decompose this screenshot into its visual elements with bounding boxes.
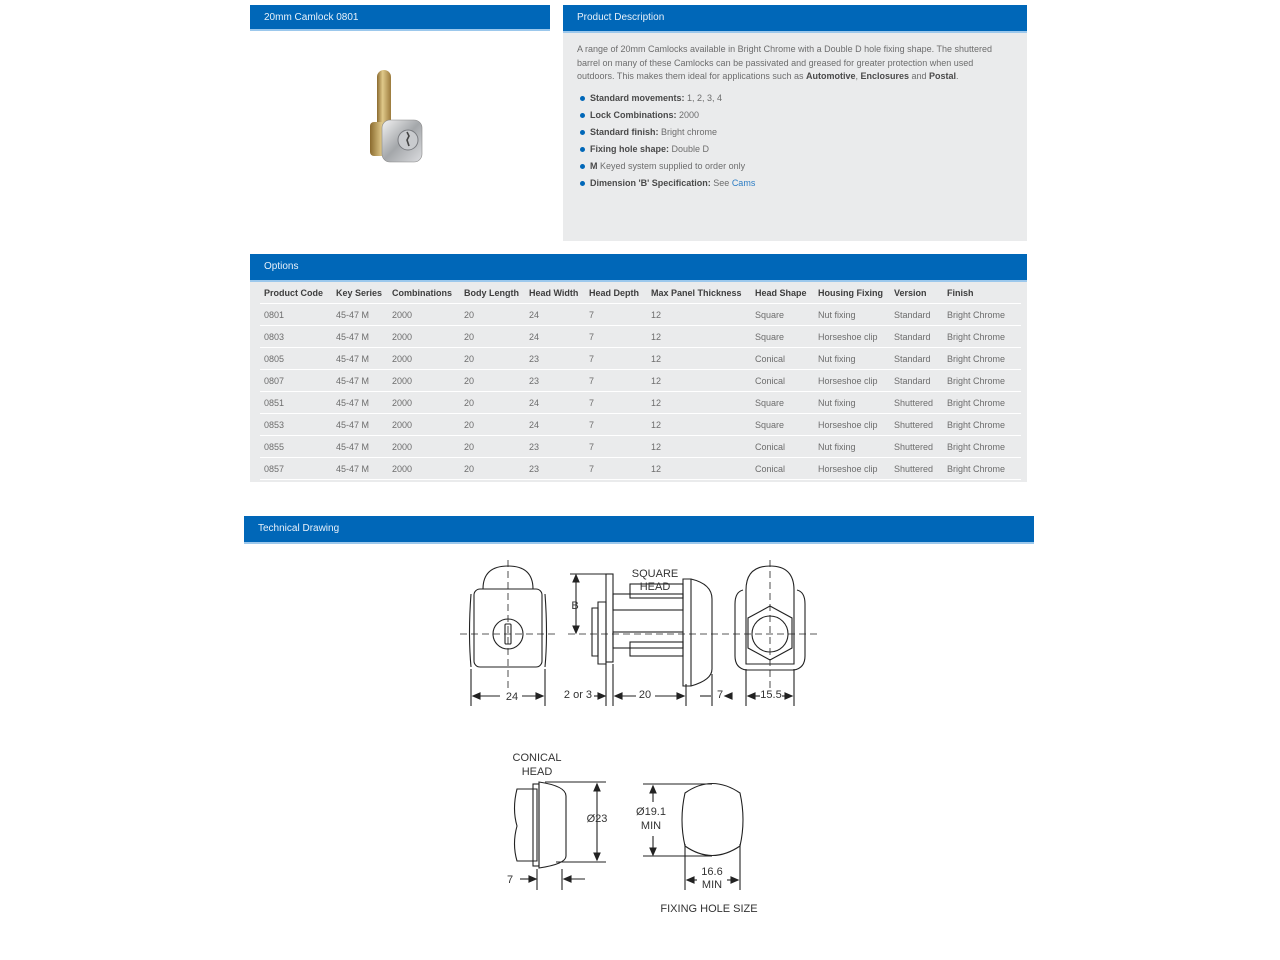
table-cell: Conical xyxy=(751,436,814,458)
label-conical-head: HEAD xyxy=(521,766,553,778)
table-cell: 7 xyxy=(585,348,647,370)
desc-text: . xyxy=(956,71,959,81)
table-row xyxy=(260,348,1021,370)
feature-label: Standard finish: xyxy=(590,126,659,137)
feature-item xyxy=(577,124,1013,141)
column-header: Head Width xyxy=(525,282,585,304)
rear-view xyxy=(722,560,818,706)
label-head: HEAD xyxy=(639,581,671,593)
dim-7-conical: 7 xyxy=(506,874,514,886)
table-cell: 0805 xyxy=(260,348,332,370)
column-header: Version xyxy=(890,282,943,304)
dim-b: B xyxy=(571,600,579,612)
column-header: Combinations xyxy=(388,282,460,304)
table-cell: 20 xyxy=(460,370,525,392)
table-cell: 45-47 M xyxy=(332,348,388,370)
table-cell: Horseshoe clip xyxy=(814,458,890,480)
table-cell: 7 xyxy=(585,436,647,458)
table-cell: 2000 xyxy=(388,392,460,414)
column-header: Finish xyxy=(943,282,1021,304)
table-cell: 24 xyxy=(525,304,585,326)
table-cell: 12 xyxy=(647,304,751,326)
table-cell: 0851 xyxy=(260,392,332,414)
fixing-hole-size-label: FIXING HOLE SIZE xyxy=(660,903,758,915)
feature-value: Double D xyxy=(669,143,710,154)
column-header: Body Length xyxy=(460,282,525,304)
table-row xyxy=(260,436,1021,458)
table-row xyxy=(260,326,1021,348)
table-header-row xyxy=(260,282,1021,304)
table-cell: Shuttered xyxy=(890,392,943,414)
table-cell: 20 xyxy=(460,304,525,326)
conical-head-view xyxy=(515,782,607,890)
column-header: Key Series xyxy=(332,282,388,304)
table-cell: Bright Chrome xyxy=(943,370,1021,392)
feature-list xyxy=(577,90,1013,192)
feature-item xyxy=(577,90,1013,107)
table-cell: 2000 xyxy=(388,458,460,480)
table-cell: 7 xyxy=(585,370,647,392)
feature-item xyxy=(577,141,1013,158)
table-cell: Nut fixing xyxy=(814,348,890,370)
table-cell: Standard xyxy=(890,370,943,392)
table-cell: 45-47 M xyxy=(332,326,388,348)
table-cell: 7 xyxy=(585,304,647,326)
table-cell: Bright Chrome xyxy=(943,304,1021,326)
options-panel xyxy=(250,282,1027,482)
front-view-square-head xyxy=(460,560,556,706)
table-cell: 23 xyxy=(525,348,585,370)
table-cell: 12 xyxy=(647,326,751,348)
table-cell: Nut fixing xyxy=(814,392,890,414)
feature-label: M xyxy=(590,160,598,171)
table-cell: 12 xyxy=(647,414,751,436)
table-cell: Standard xyxy=(890,304,943,326)
column-header: Max Panel Thickness xyxy=(647,282,751,304)
feature-label: Lock Combinations: xyxy=(590,109,677,120)
product-description-panel xyxy=(563,33,1027,241)
table-cell: 7 xyxy=(585,458,647,480)
table-cell: 2000 xyxy=(388,414,460,436)
table-cell: 20 xyxy=(460,348,525,370)
table-cell: Standard xyxy=(890,326,943,348)
table-cell: Horseshoe clip xyxy=(814,414,890,436)
table-cell: Square xyxy=(751,392,814,414)
desc-bold-automotive: Automotive xyxy=(805,71,856,81)
table-cell: 23 xyxy=(525,370,585,392)
table-cell: 2000 xyxy=(388,304,460,326)
options-table xyxy=(260,282,1021,480)
options-bar xyxy=(250,254,1027,282)
table-cell: 12 xyxy=(647,370,751,392)
product-description-title: Product Description xyxy=(577,12,665,23)
feature-value: Bright chrome xyxy=(658,126,718,137)
table-cell: Shuttered xyxy=(890,458,943,480)
desc-bold-postal: Postal xyxy=(929,71,957,81)
table-cell: Square xyxy=(751,304,814,326)
table-cell: 2000 xyxy=(388,370,460,392)
feature-item xyxy=(577,158,1013,175)
options-title: Options xyxy=(264,261,299,272)
table-cell: 45-47 M xyxy=(332,392,388,414)
table-row xyxy=(260,304,1021,326)
table-cell: 23 xyxy=(525,436,585,458)
camlock-product-image xyxy=(330,60,470,180)
feature-value: See xyxy=(710,177,732,188)
table-cell: 12 xyxy=(647,348,751,370)
table-cell: 20 xyxy=(460,436,525,458)
table-cell: Bright Chrome xyxy=(943,436,1021,458)
technical-drawing-bar xyxy=(244,516,1034,544)
table-cell: 12 xyxy=(647,458,751,480)
table-cell: 7 xyxy=(585,392,647,414)
desc-bold-enclosures: Enclosures xyxy=(860,71,909,81)
fixing-hole-view xyxy=(640,784,743,891)
desc-text: A range of 20mm Camlocks available in Bright Chrome with a Double D hole fixing shape. The shuttered barrel on many of these Camlocks can be passivated and greased for greater protection when used outdoors. This makes them ideal for applications such as xyxy=(577,44,993,81)
table-cell: 45-47 M xyxy=(332,458,388,480)
table-cell: 12 xyxy=(647,392,751,414)
feature-value: 1, 2, 3, 4 xyxy=(684,92,723,103)
feature-value: 2000 xyxy=(676,109,700,120)
table-cell: 2000 xyxy=(388,348,460,370)
feature-value: Keyed system supplied to order only xyxy=(597,160,746,171)
label-square: SQUARE xyxy=(631,568,679,580)
feature-item xyxy=(577,175,1013,192)
table-cell: Conical xyxy=(751,458,814,480)
side-view-square-head xyxy=(568,574,732,706)
table-cell: Bright Chrome xyxy=(943,392,1021,414)
feature-label: Standard movements: xyxy=(590,92,685,103)
table-cell: 7 xyxy=(585,326,647,348)
table-cell: Shuttered xyxy=(890,414,943,436)
table-cell: 45-47 M xyxy=(332,414,388,436)
table-cell: 2000 xyxy=(388,436,460,458)
table-cell: 24 xyxy=(525,392,585,414)
desc-text: and xyxy=(909,71,930,81)
table-cell: Nut fixing xyxy=(814,304,890,326)
table-cell: 0853 xyxy=(260,414,332,436)
column-header: Product Code xyxy=(260,282,332,304)
table-row xyxy=(260,458,1021,480)
dim-16-6: 16.6 xyxy=(701,866,723,878)
table-cell: Shuttered xyxy=(890,436,943,458)
product-description-bar xyxy=(563,5,1027,33)
column-header: Head Shape xyxy=(751,282,814,304)
product-title-bar xyxy=(250,5,550,31)
table-row xyxy=(260,392,1021,414)
table-cell: 20 xyxy=(460,414,525,436)
table-cell: Conical xyxy=(751,348,814,370)
table-cell: Bright Chrome xyxy=(943,414,1021,436)
table-cell: 23 xyxy=(525,458,585,480)
table-cell: 45-47 M xyxy=(332,436,388,458)
cams-link[interactable]: Cams xyxy=(731,177,756,188)
table-cell: 24 xyxy=(525,326,585,348)
table-cell: 20 xyxy=(460,458,525,480)
dim-2-or-3: 2 or 3 xyxy=(563,689,593,701)
table-cell: 0857 xyxy=(260,458,332,480)
table-row xyxy=(260,414,1021,436)
description-paragraph xyxy=(577,43,1013,84)
table-cell: 45-47 M xyxy=(332,304,388,326)
table-cell: Horseshoe clip xyxy=(814,370,890,392)
table-cell: 0803 xyxy=(260,326,332,348)
desc-text: , xyxy=(855,71,861,81)
table-cell: 20 xyxy=(460,392,525,414)
table-cell: 0807 xyxy=(260,370,332,392)
feature-label: Fixing hole shape: xyxy=(590,143,670,154)
dim-7: 7 xyxy=(716,689,724,701)
table-cell: 45-47 M xyxy=(332,370,388,392)
dim-24: 24 xyxy=(505,691,519,703)
table-row xyxy=(260,370,1021,392)
table-cell: Standard xyxy=(890,348,943,370)
table-cell: 12 xyxy=(647,436,751,458)
dim-d19-1: Ø19.1 xyxy=(636,806,666,818)
feature-item xyxy=(577,107,1013,124)
table-cell: 24 xyxy=(525,414,585,436)
column-header: Head Depth xyxy=(585,282,647,304)
table-cell: Square xyxy=(751,326,814,348)
table-cell: Nut fixing xyxy=(814,436,890,458)
table-cell: 20 xyxy=(460,326,525,348)
table-cell: 7 xyxy=(585,414,647,436)
product-title: 20mm Camlock 0801 xyxy=(264,12,359,23)
dim-min-2: MIN xyxy=(701,879,723,891)
table-cell: 2000 xyxy=(388,326,460,348)
dim-min-1: MIN xyxy=(640,820,662,832)
table-cell: 0855 xyxy=(260,436,332,458)
dim-15-5: 15.5 xyxy=(760,689,782,701)
table-cell: Bright Chrome xyxy=(943,458,1021,480)
dim-d23: Ø23 xyxy=(586,813,608,825)
technical-drawing-title: Technical Drawing xyxy=(258,523,340,534)
column-header: Housing Fixing xyxy=(814,282,890,304)
table-cell: 0801 xyxy=(260,304,332,326)
table-cell: Horseshoe clip xyxy=(814,326,890,348)
table-cell: Bright Chrome xyxy=(943,348,1021,370)
table-cell: Conical xyxy=(751,370,814,392)
technical-drawing xyxy=(0,544,1280,960)
feature-label: Dimension 'B' Specification: xyxy=(590,177,711,188)
table-cell: Square xyxy=(751,414,814,436)
table-cell: Bright Chrome xyxy=(943,326,1021,348)
dim-20: 20 xyxy=(638,689,652,701)
label-conical: CONICAL xyxy=(512,752,562,764)
